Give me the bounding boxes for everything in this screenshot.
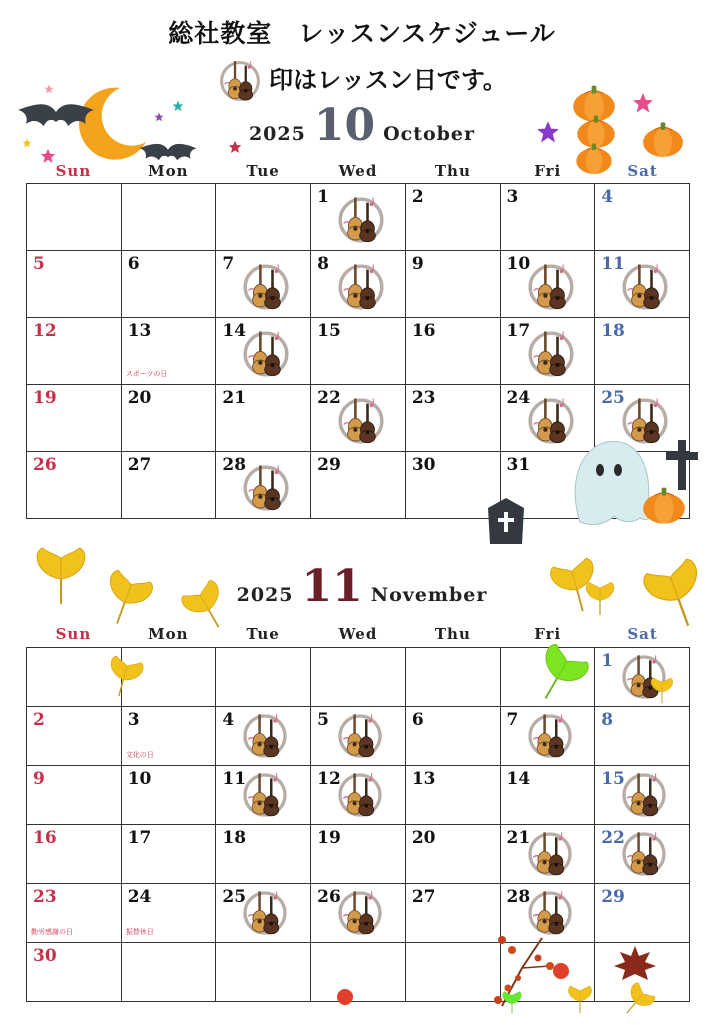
november-name: November	[370, 584, 488, 606]
star-icon	[228, 140, 242, 154]
calendar-day-cell	[311, 825, 406, 884]
pumpkin-icon	[640, 116, 686, 164]
november-number: 11	[301, 561, 363, 612]
calendar-day-cell	[500, 251, 595, 318]
guitar-icon	[240, 770, 290, 820]
day-number: 11	[222, 769, 247, 789]
day-number: 25	[222, 887, 247, 907]
day-number: 19	[317, 828, 341, 848]
calendar-day-cell	[216, 884, 311, 943]
day-number: 18	[222, 828, 247, 848]
day-number: 26	[317, 887, 341, 907]
day-number: 21	[222, 388, 247, 408]
calendar-day-cell	[595, 184, 690, 251]
calendar-day-cell	[216, 943, 311, 1002]
autumn-berry-icon	[336, 988, 354, 1006]
calendar-day-cell	[27, 884, 122, 943]
star-icon	[44, 84, 54, 94]
calendar-week-row	[27, 766, 690, 825]
calendar-day-cell	[27, 707, 122, 766]
day-number: 9	[33, 769, 45, 789]
weekday-wed: Wed	[338, 625, 378, 643]
day-number: 12	[317, 769, 341, 789]
guitar-icon	[525, 261, 577, 313]
calendar-day-cell	[311, 707, 406, 766]
day-number: 6	[127, 254, 140, 274]
calendar-week-row	[27, 251, 690, 318]
weekday-sat: Sat	[627, 625, 658, 643]
guitar-icon	[525, 328, 577, 380]
weekday-tue: Tue	[246, 162, 280, 180]
calendar-day-cell	[216, 766, 311, 825]
day-number: 2	[411, 187, 424, 207]
pumpkin-icon	[566, 142, 622, 176]
calendar-day-cell	[121, 884, 216, 943]
day-number: 3	[127, 710, 140, 730]
november-year: 2025	[236, 584, 294, 606]
calendar-day-cell	[405, 884, 500, 943]
calendar-day-cell	[121, 943, 216, 1002]
day-number: 13	[127, 321, 152, 341]
calendar-day-cell	[216, 648, 311, 707]
calendar-day-cell	[405, 766, 500, 825]
weekday-fri: Fri	[534, 162, 562, 180]
guitar-icon	[240, 711, 290, 761]
calendar-day-cell	[216, 184, 311, 251]
calendar-day-cell	[121, 825, 216, 884]
calendar-day-cell	[216, 385, 311, 452]
guitar-icon	[525, 829, 575, 879]
calendar-day-cell	[216, 707, 311, 766]
ginkgo-leaf-icon	[648, 676, 676, 704]
star-icon	[632, 92, 654, 114]
day-number: 29	[601, 887, 625, 907]
calendar-day-cell	[27, 251, 122, 318]
pumpkin-icon	[640, 486, 688, 526]
day-number: 25	[601, 388, 625, 408]
calendar-day-cell	[311, 318, 406, 385]
october-year: 2025	[248, 123, 306, 145]
day-number: 11	[601, 254, 625, 274]
calendar-day-cell	[216, 318, 311, 385]
day-number: 5	[317, 710, 329, 730]
calendar-day-cell	[121, 184, 216, 251]
guitar-icon	[335, 261, 387, 313]
star-icon	[536, 120, 560, 144]
day-number: 24	[506, 388, 531, 408]
calendar-day-cell	[405, 385, 500, 452]
calendar-day-cell	[27, 184, 122, 251]
weekday-sun: Sun	[55, 162, 92, 180]
calendar-day-cell	[121, 707, 216, 766]
calendar-day-cell	[500, 707, 595, 766]
calendar-day-cell	[595, 825, 690, 884]
calendar-day-cell	[405, 184, 500, 251]
guitar-icon	[619, 829, 669, 879]
day-number: 9	[411, 254, 424, 274]
star-icon	[40, 148, 56, 164]
calendar-day-cell	[216, 825, 311, 884]
day-number: 18	[601, 321, 625, 341]
weekday-sun: Sun	[55, 625, 92, 643]
ginkgo-leaf-icon	[564, 984, 596, 1014]
day-number: 4	[222, 710, 235, 730]
october-number: 10	[313, 100, 376, 151]
day-number: 27	[127, 455, 152, 475]
calendar-day-cell	[405, 251, 500, 318]
day-number: 26	[33, 455, 57, 475]
day-number: 8	[601, 710, 614, 730]
calendar-day-cell	[311, 766, 406, 825]
guitar-icon	[240, 261, 292, 313]
weekday-fri: Fri	[534, 625, 562, 643]
day-number: 27	[411, 887, 436, 907]
calendar-day-cell	[216, 251, 311, 318]
holiday-label: 振替休日	[125, 928, 154, 936]
day-number: 30	[411, 455, 436, 475]
weekday-thu: Thu	[434, 625, 471, 643]
day-number: 17	[506, 321, 531, 341]
weekday-wed: Wed	[338, 162, 378, 180]
guitar-icon	[525, 711, 575, 761]
calendar-day-cell	[27, 318, 122, 385]
calendar-week-row	[27, 318, 690, 385]
guitar-icon	[335, 888, 385, 938]
day-number: 15	[601, 769, 625, 789]
day-number: 20	[411, 828, 436, 848]
weekday-mon: Mon	[148, 625, 189, 643]
calendar-day-cell	[595, 707, 690, 766]
day-number: 1	[601, 651, 614, 671]
holiday-label: 勤労感謝の日	[31, 928, 73, 936]
guitar-icon	[619, 770, 669, 820]
guitar-icon	[619, 261, 671, 313]
calendar-week-row	[27, 184, 690, 251]
day-number: 10	[506, 254, 531, 274]
calendar-day-cell	[216, 452, 311, 519]
calendar-day-cell	[27, 452, 122, 519]
day-number: 4	[601, 187, 614, 207]
calendar-day-cell	[27, 385, 122, 452]
november-calendar-grid	[26, 647, 690, 1002]
guitar-icon	[217, 58, 263, 104]
ginkgo-leaf-icon	[580, 580, 620, 616]
calendar-day-cell	[311, 943, 406, 1002]
calendar-day-cell	[311, 648, 406, 707]
day-number: 31	[506, 455, 531, 475]
day-number: 14	[222, 321, 247, 341]
weekday-tue: Tue	[246, 625, 280, 643]
day-number: 20	[127, 388, 152, 408]
calendar-day-cell	[595, 884, 690, 943]
day-number: 24	[127, 887, 152, 907]
day-number: 16	[411, 321, 436, 341]
autumn-berry-icon	[552, 962, 570, 980]
day-number: 5	[33, 254, 45, 274]
calendar-day-cell	[405, 825, 500, 884]
holiday-label: スポーツの日	[125, 370, 168, 378]
calendar-day-cell	[311, 251, 406, 318]
cross-icon	[664, 440, 700, 490]
calendar-day-cell	[121, 385, 216, 452]
bat-icon	[138, 140, 198, 164]
calendar-day-cell	[595, 766, 690, 825]
ginkgo-leaf-icon	[28, 544, 94, 606]
calendar-week-row	[27, 707, 690, 766]
day-number: 21	[506, 828, 531, 848]
calendar-day-cell	[500, 318, 595, 385]
day-number: 23	[33, 887, 57, 907]
guitar-icon	[240, 462, 292, 514]
day-number: 19	[33, 388, 57, 408]
day-number: 15	[317, 321, 341, 341]
calendar-day-cell	[405, 648, 500, 707]
day-number: 23	[411, 388, 436, 408]
bat-icon	[16, 100, 96, 130]
calendar-day-cell	[27, 825, 122, 884]
calendar-day-cell	[27, 766, 122, 825]
october-name: October	[383, 123, 476, 145]
calendar-week-row	[27, 884, 690, 943]
legend-text: 印はレッスン日です。	[269, 66, 507, 94]
calendar-day-cell	[405, 943, 500, 1002]
guitar-icon	[335, 711, 385, 761]
day-number: 22	[317, 388, 341, 408]
day-number: 28	[506, 887, 531, 907]
day-number: 1	[317, 187, 329, 207]
day-number: 16	[33, 828, 57, 848]
day-number: 12	[33, 321, 57, 341]
star-icon	[172, 100, 184, 112]
calendar-day-cell	[121, 766, 216, 825]
holiday-label: 文化の日	[125, 751, 154, 759]
calendar-day-cell	[405, 318, 500, 385]
guitar-icon	[240, 888, 290, 938]
day-number: 3	[506, 187, 519, 207]
day-number: 6	[411, 710, 424, 730]
day-number: 7	[506, 710, 519, 730]
day-number: 29	[317, 455, 341, 475]
calendar-day-cell	[311, 884, 406, 943]
ginkgo-leaf-icon	[500, 990, 524, 1014]
calendar-day-cell	[595, 318, 690, 385]
calendar-day-cell	[500, 766, 595, 825]
day-number: 17	[127, 828, 152, 848]
calendar-day-cell	[500, 825, 595, 884]
weekday-thu: Thu	[434, 162, 471, 180]
guitar-icon	[335, 770, 385, 820]
day-number: 13	[411, 769, 436, 789]
calendar-day-cell	[311, 452, 406, 519]
star-icon	[154, 112, 164, 122]
calendar-day-cell	[311, 385, 406, 452]
guitar-icon	[240, 328, 292, 380]
calendar-week-row	[27, 825, 690, 884]
day-number: 10	[127, 769, 152, 789]
day-number: 8	[317, 254, 329, 274]
weekday-sat: Sat	[627, 162, 658, 180]
guitar-icon	[335, 395, 387, 447]
weekday-mon: Mon	[148, 162, 189, 180]
calendar-day-cell	[121, 251, 216, 318]
day-number: 14	[506, 769, 531, 789]
guitar-icon	[335, 194, 387, 246]
day-number: 2	[33, 710, 45, 730]
calendar-day-cell	[405, 707, 500, 766]
star-icon	[22, 138, 32, 148]
day-number: 28	[222, 455, 247, 475]
day-number: 30	[33, 946, 57, 966]
day-number: 22	[601, 828, 625, 848]
calendar-day-cell	[121, 318, 216, 385]
calendar-day-cell	[121, 452, 216, 519]
gravestone-icon	[486, 498, 526, 544]
calendar-day-cell	[500, 184, 595, 251]
day-number: 7	[222, 254, 235, 274]
calendar-day-cell	[311, 184, 406, 251]
calendar-day-cell	[27, 943, 122, 1002]
page-title: 総社教室 レッスンスケジュール	[168, 19, 556, 48]
calendar-day-cell	[595, 251, 690, 318]
